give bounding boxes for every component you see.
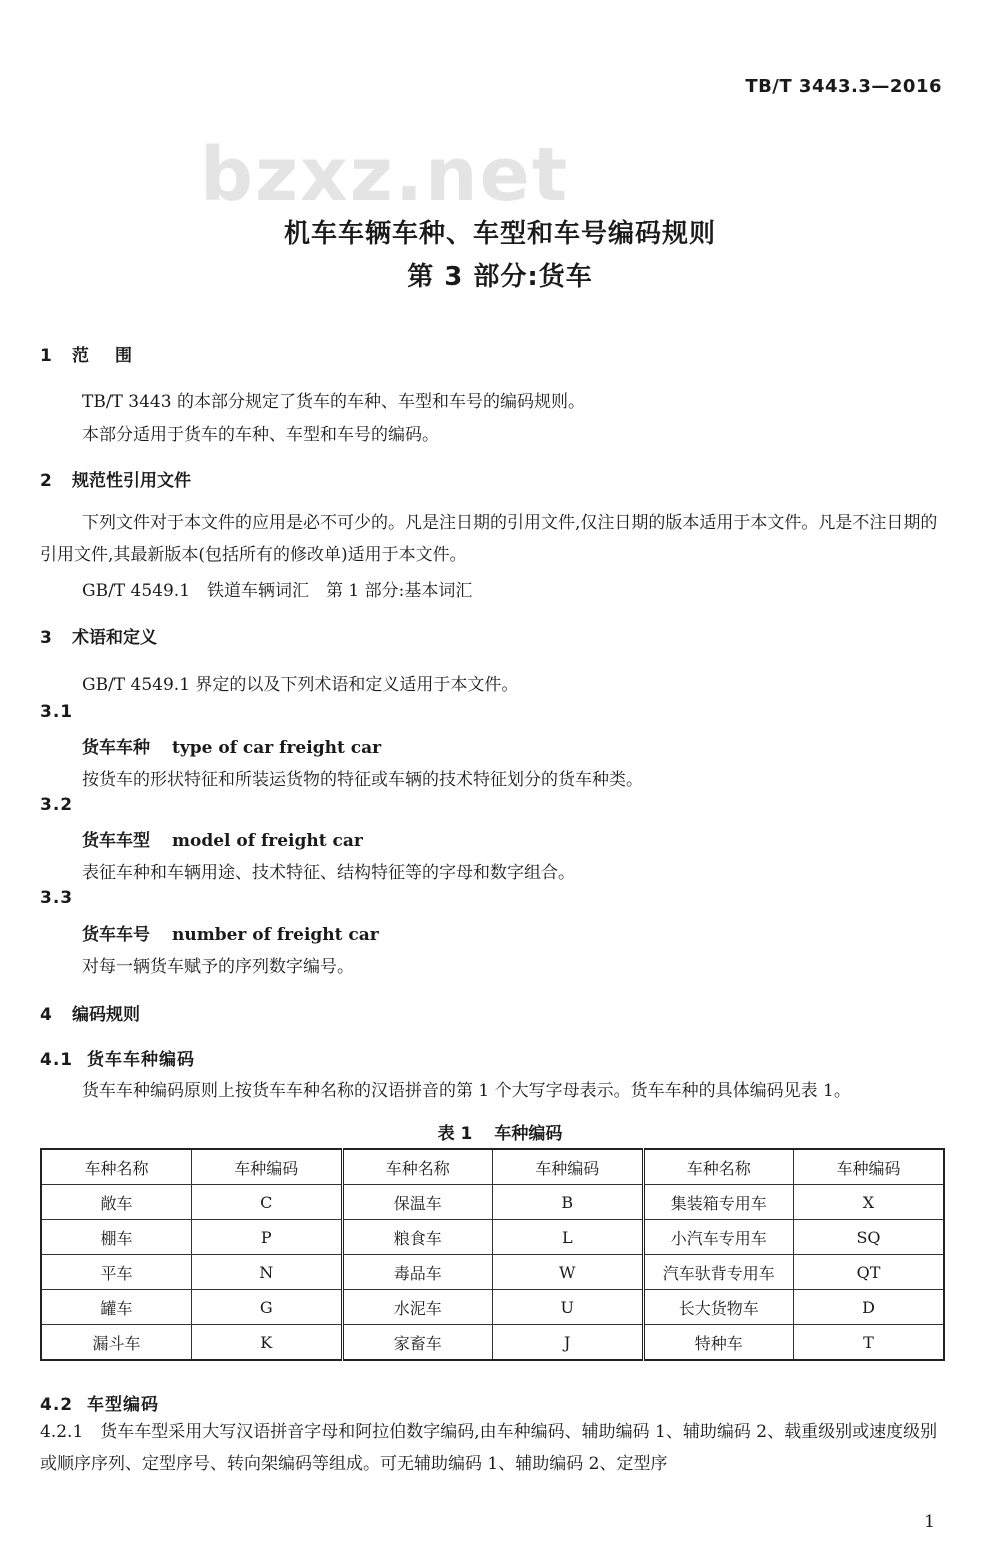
section-3-paragraph-1: GB/T 4549.1 界定的以及下列术语和定义适用于本文件。 (82, 675, 519, 695)
section-number: 3 (40, 628, 52, 648)
subsection-number: 4.1 (40, 1050, 74, 1070)
term-3-1 (82, 733, 381, 758)
title-line2: 第 3 部分:货车 (407, 262, 593, 292)
car-type-code: P (192, 1220, 343, 1255)
table-caption: 车种编码 (494, 1124, 563, 1144)
car-type-code: T (794, 1325, 945, 1361)
term-3-3-definition: 对每一辆货车赋予的序列数字编号。 (82, 957, 354, 977)
section-1-paragraph-2: 本部分适用于货车的车种、车型和车号的编码。 (82, 425, 439, 445)
section-title: 术语和定义 (72, 628, 157, 648)
term-chinese: 货车车种 (82, 738, 150, 758)
car-type-code-table (40, 1148, 945, 1361)
subsection-title: 车型编码 (86, 1395, 159, 1415)
section-title: 范围 (72, 346, 158, 366)
table-row (41, 1325, 944, 1361)
car-type-code: K (192, 1325, 343, 1361)
term-3-1-number: 3.1 (40, 702, 74, 722)
car-type-name: 毒品车 (342, 1255, 493, 1290)
header-cell: 车种名称 (643, 1149, 794, 1185)
term-3-1-definition: 按货车的形状特征和所装运货物的特征或车辆的技术特征划分的货车种类。 (82, 770, 643, 790)
car-type-code: D (794, 1290, 945, 1325)
section-number: 1 (40, 346, 52, 366)
header-cell: 车种编码 (493, 1149, 644, 1185)
car-type-name: 水泥车 (342, 1290, 493, 1325)
header-cell: 车种名称 (342, 1149, 493, 1185)
term-3-2 (82, 826, 363, 851)
table-header-row (41, 1149, 944, 1185)
car-type-name: 保温车 (342, 1185, 493, 1220)
car-type-name: 特种车 (643, 1325, 794, 1361)
section-2-paragraph-1: 下列文件对于本文件的应用是必不可少的。凡是注日期的引用文件,仅注日期的版本适用于本文件。凡是不注日期的引用文件,其最新版本(包括所有的修改单)适用于本文件。 (40, 513, 938, 565)
section-title: 编码规则 (72, 1005, 140, 1025)
section-1-heading (40, 341, 158, 366)
section-number: 4 (40, 1005, 52, 1025)
section-4-2-heading (40, 1390, 159, 1415)
section-1-paragraph-1: TB/T 3443 的本部分规定了货车的车种、车型和车号的编码规则。 (82, 392, 585, 412)
car-type-code: SQ (794, 1220, 945, 1255)
term-chinese: 货车车号 (82, 925, 150, 945)
header-cell: 车种编码 (794, 1149, 945, 1185)
term-chinese: 货车车型 (82, 831, 150, 851)
section-number: 2 (40, 471, 52, 491)
term-3-3-number: 3.3 (40, 888, 74, 908)
car-type-name: 长大货物车 (643, 1290, 794, 1325)
car-type-code: J (493, 1325, 644, 1361)
term-3-3 (82, 920, 379, 945)
car-type-name: 敞车 (41, 1185, 192, 1220)
normative-reference: GB/T 4549.1 铁道车辆词汇 第 1 部分:基本词汇 (82, 581, 473, 601)
title-line1: 机车车辆车种、车型和车号编码规则 (283, 219, 716, 249)
car-type-code: L (493, 1220, 644, 1255)
car-type-code: G (192, 1290, 343, 1325)
table-row (41, 1220, 944, 1255)
car-type-code: QT (794, 1255, 945, 1290)
car-type-name: 平车 (41, 1255, 192, 1290)
car-type-code: X (794, 1185, 945, 1220)
standard-code: TB/T 3443.3—2016 (745, 76, 942, 97)
table-1-title (0, 1119, 1000, 1144)
term-english: type of car freight car (172, 738, 382, 758)
section-3-heading (40, 623, 157, 648)
term-english: number of freight car (172, 925, 379, 945)
table-row (41, 1185, 944, 1220)
term-3-2-definition: 表征车种和车辆用途、技术特征、结构特征等的字母和数字组合。 (82, 863, 575, 883)
car-type-name: 集装箱专用车 (643, 1185, 794, 1220)
header-cell: 车种名称 (41, 1149, 192, 1185)
table-label: 表 1 (437, 1124, 473, 1144)
table-row (41, 1290, 944, 1325)
subsection-title: 货车车种编码 (86, 1050, 195, 1070)
header-cell: 车种编码 (192, 1149, 343, 1185)
car-type-code: C (192, 1185, 343, 1220)
page-number: 1 (924, 1512, 935, 1532)
car-type-code: N (192, 1255, 343, 1290)
car-type-name: 粮食车 (342, 1220, 493, 1255)
car-type-name: 棚车 (41, 1220, 192, 1255)
car-type-code: B (493, 1185, 644, 1220)
section-4-1-heading (40, 1045, 195, 1070)
car-type-name: 小汽车专用车 (643, 1220, 794, 1255)
car-type-code: U (493, 1290, 644, 1325)
term-3-2-number: 3.2 (40, 795, 74, 815)
subsection-number: 4.2 (40, 1395, 74, 1415)
section-title: 规范性引用文件 (72, 471, 191, 491)
car-type-name: 汽车驮背专用车 (643, 1255, 794, 1290)
car-type-code: W (493, 1255, 644, 1290)
term-english: model of freight car (172, 831, 363, 851)
section-4-heading (40, 1000, 140, 1025)
car-type-name: 漏斗车 (41, 1325, 192, 1361)
table-row (41, 1255, 944, 1290)
watermark: bzxz.net (200, 132, 570, 218)
section-4-2-1-paragraph: 4.2.1 货车车型采用大写汉语拼音字母和阿拉伯数字编码,由车种编码、辅助编码 1、辅助编码 2、载重级别或速度级别或顺序序列、定型序号、转向架编码等组成。可无辅助编码 1、辅助编码 2、定型序 (40, 1422, 938, 1474)
car-type-name: 家畜车 (342, 1325, 493, 1361)
car-type-name: 罐车 (41, 1290, 192, 1325)
section-4-1-paragraph: 货车车种编码原则上按货车车种名称的汉语拼音的第 1 个大写字母表示。货车车种的具体编码见表 1。 (82, 1081, 851, 1101)
section-2-heading (40, 466, 191, 491)
